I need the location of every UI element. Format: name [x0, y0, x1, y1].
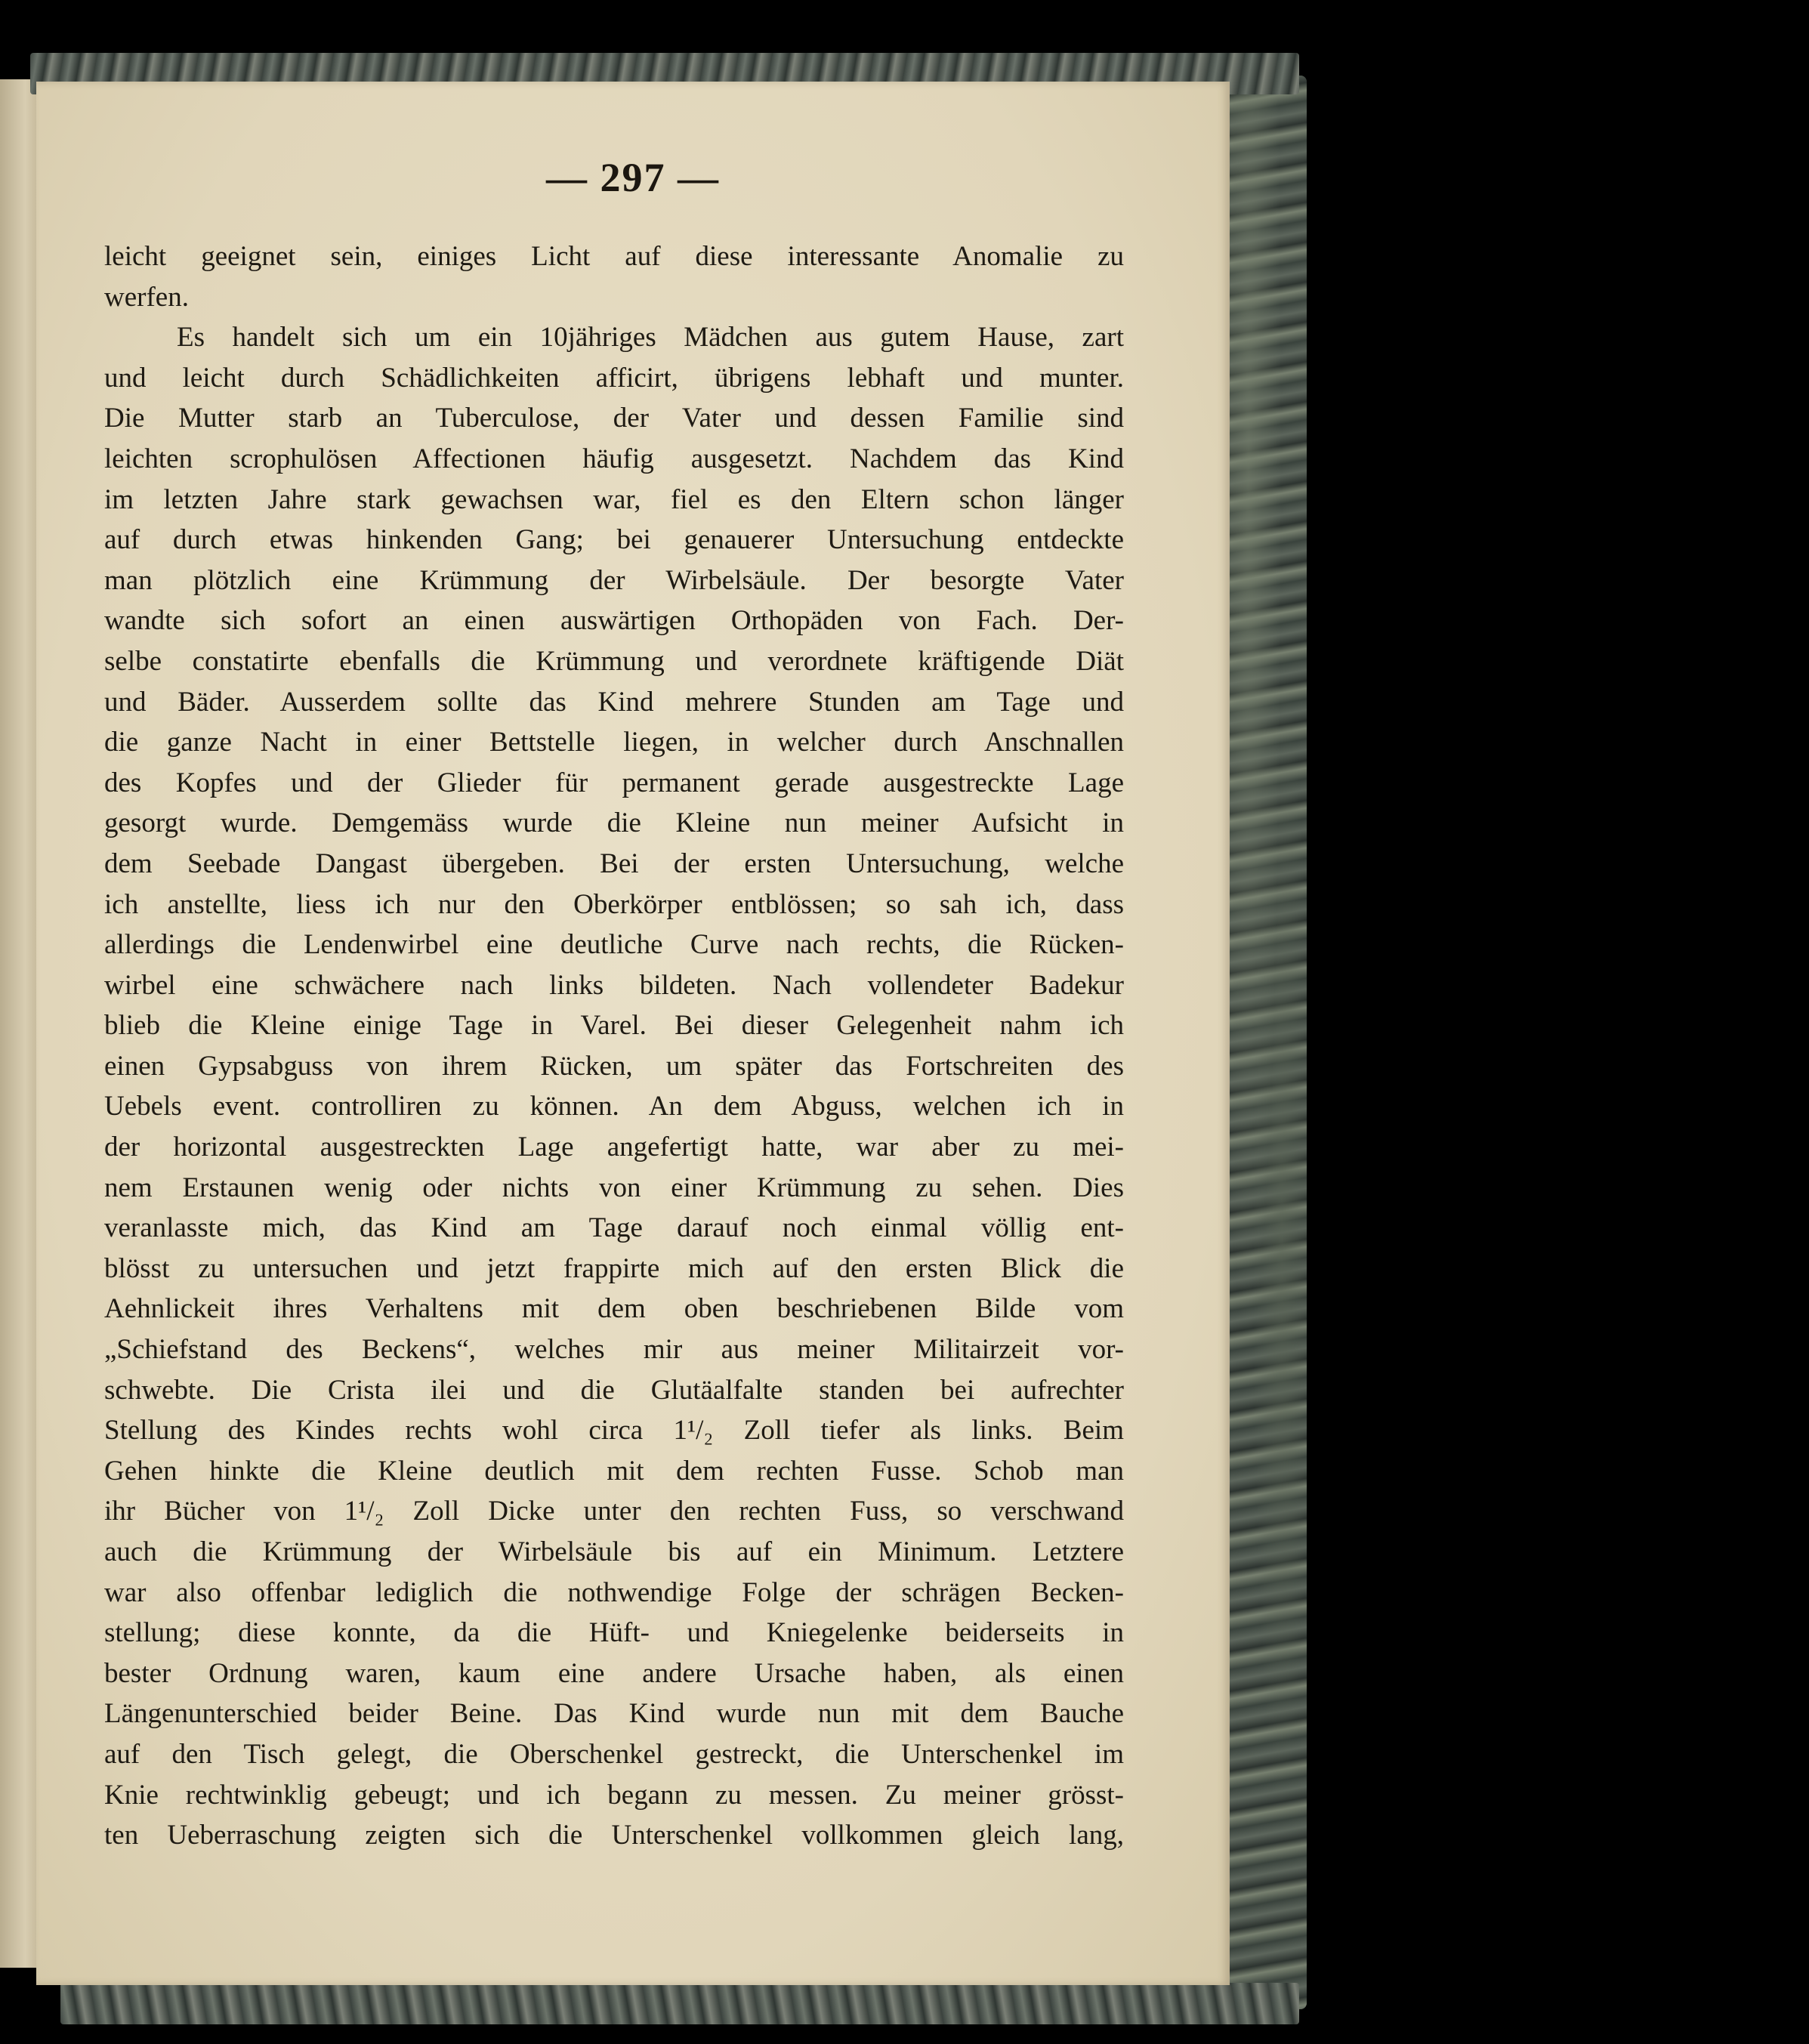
left-page-edge [0, 79, 39, 1968]
text-line: veranlasste mich, das Kind am Tage darauf noch einmal völlig ent- [104, 1212, 1124, 1244]
text-line: bester Ordnung waren, kaum eine andere Ursache haben, als einen [104, 1657, 1124, 1689]
text-line: im letzten Jahre stark gewachsen war, fiel es den Eltern schon länger [104, 483, 1124, 515]
book-binding-bottom [60, 1983, 1299, 2024]
text-line: auf durch etwas hinkenden Gang; bei genauerer Untersuchung entdeckte [104, 524, 1124, 556]
text-line: Es handelt sich um ein 10jähriges Mädchen aus gutem Hause, zart [177, 322, 1124, 354]
text-line: war also offenbar lediglich die nothwendige Folge der schrägen Becken- [104, 1576, 1124, 1608]
text-line: blieb die Kleine einige Tage in Varel. Bei dieser Gelegenheit nahm ich [104, 1010, 1124, 1042]
text-line: selbe constatirte ebenfalls die Krümmung und verordnete kräftigende Diät [104, 645, 1124, 677]
text-line: Knie rechtwinklig gebeugt; und ich begann zu messen. Zu meiner grösst- [104, 1779, 1124, 1811]
text-line: Die Mutter starb an Tuberculose, der Vater und dessen Familie sind [104, 403, 1124, 434]
body-text [104, 236, 1124, 1856]
text-line: Gehen hinkte die Kleine deutlich mit dem rechten Fusse. Schob man [104, 1455, 1124, 1487]
text-line: ten Ueberraschung zeigten sich die Unterschenkel vollkommen gleich lang, [104, 1820, 1124, 1851]
text-line: dem Seebade Dangast übergeben. Bei der ersten Untersuchung, welche [104, 848, 1124, 879]
text-line: „Schiefstand des Beckens“, welches mir aus meiner Militairzeit vor- [104, 1334, 1124, 1366]
text-line: allerdings die Lendenwirbel eine deutliche Curve nach rechts, die Rücken- [104, 929, 1124, 961]
book-page [36, 82, 1230, 1985]
text-line: leichten scrophulösen Affectionen häufig ausgesetzt. Nachdem das Kind [104, 443, 1124, 474]
text-line: schwebte. Die Crista ilei und die Glutäalfalte standen bei aufrechter [104, 1374, 1124, 1406]
text-line: werfen. [104, 281, 189, 313]
text-line: und Bäder. Ausserdem sollte das Kind mehrere Stunden am Tage und [104, 686, 1124, 718]
text-line: stellung; diese konnte, da die Hüft- und Kniegelenke beiderseits in [104, 1617, 1124, 1649]
text-line: ihr Bücher von 1¹/₂ Zoll Dicke unter den rechten Fuss, so verschwand [104, 1496, 1124, 1527]
text-line: Uebels event. controlliren zu können. An dem Abguss, welchen ich in [104, 1091, 1124, 1122]
page-number: — 297 — [546, 155, 720, 200]
text-line: der horizontal ausgestreckten Lage angefertigt hatte, war aber zu mei- [104, 1132, 1124, 1163]
text-line: auch die Krümmung der Wirbelsäule bis auf ein Minimum. Letztere [104, 1536, 1124, 1567]
text-line: Aehnlickeit ihres Verhaltens mit dem oben beschriebenen Bilde vom [104, 1293, 1124, 1325]
text-line: man plötzlich eine Krümmung der Wirbelsäule. Der besorgte Vater [104, 564, 1124, 596]
text-line: blösst zu untersuchen und jetzt frappirte mich auf den ersten Blick die [104, 1252, 1124, 1284]
text-line: ich anstellte, liess ich nur den Oberkörper entblössen; so sah ich, dass [104, 888, 1124, 920]
text-line: wirbel eine schwächere nach links bildeten. Nach vollendeter Badekur [104, 969, 1124, 1001]
text-line: gesorgt wurde. Demgemäss wurde die Kleine nun meiner Aufsicht in [104, 807, 1124, 839]
text-line: wandte sich sofort an einen auswärtigen Orthopäden von Fach. Der- [104, 605, 1124, 637]
text-line: Stellung des Kindes rechts wohl circa 1¹/₂ Zoll tiefer als links. Beim [104, 1415, 1124, 1447]
text-line: des Kopfes und der Glieder für permanent gerade ausgestreckte Lage [104, 767, 1124, 798]
text-line: Längenunterschied beider Beine. Das Kind wurde nun mit dem Bauche [104, 1698, 1124, 1730]
book-binding-right [1224, 76, 1307, 2009]
text-line: die ganze Nacht in einer Bettstelle liegen, in welcher durch Anschnallen [104, 727, 1124, 758]
text-line: und leicht durch Schädlichkeiten afficirt, übrigens lebhaft und munter. [104, 362, 1124, 394]
text-line: einen Gypsabguss von ihrem Rücken, um später das Fortschreiten des [104, 1050, 1124, 1082]
text-line: leicht geeignet sein, einiges Licht auf diese interessante Anomalie zu [104, 241, 1124, 272]
text-line: auf den Tisch gelegt, die Oberschenkel gestreckt, die Unterschenkel im [104, 1738, 1124, 1770]
text-line: nem Erstaunen wenig oder nichts von einer Krümmung zu sehen. Dies [104, 1172, 1124, 1203]
